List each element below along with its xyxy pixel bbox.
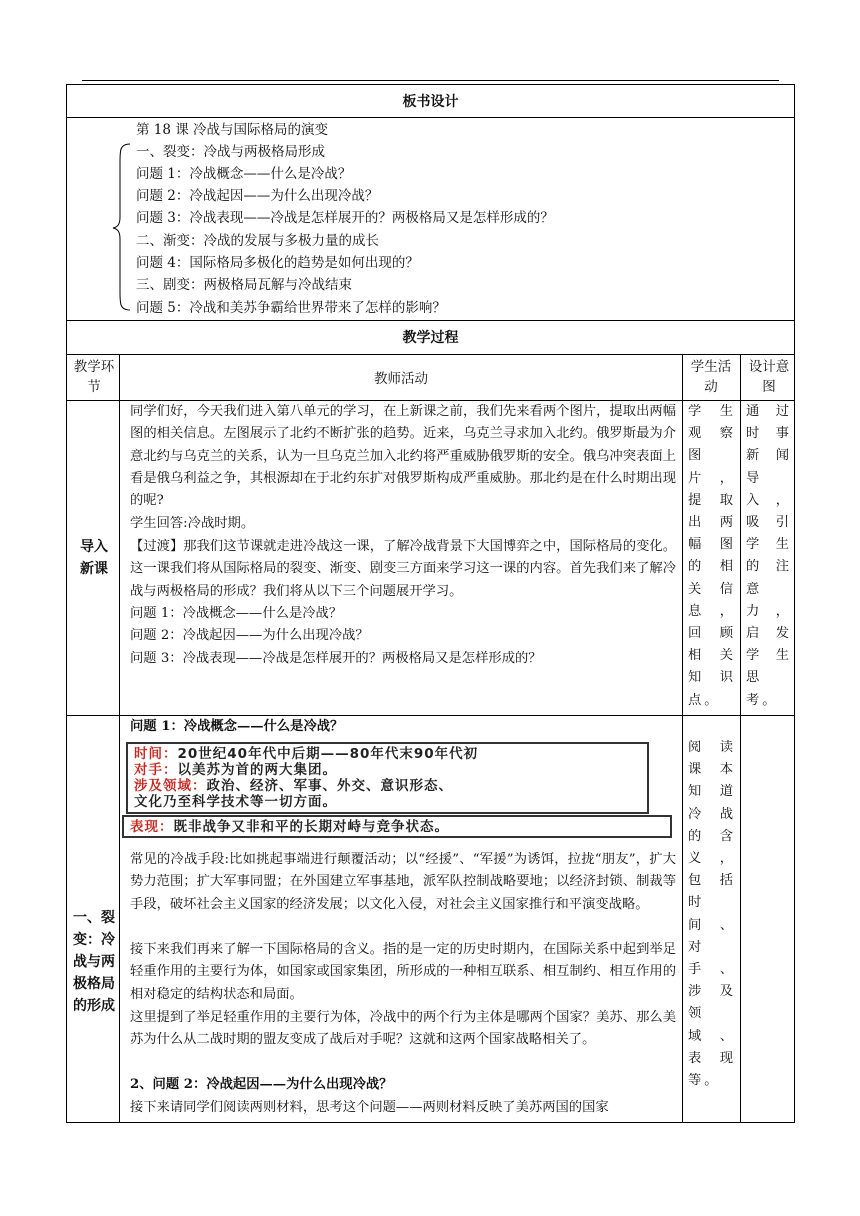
header-stage: 教学环节 — [73, 359, 115, 395]
image-line: 对手：以美苏为首的两大集团。 — [134, 762, 337, 778]
image-line: 时间：20世纪40年代中后期——80年代末90年代初 — [134, 746, 479, 762]
split-paragraph: 接下来我们再来了解一下国际格局的含义。指的是一定的历史时期内，在国际关系中起到举足轻重作用的主要行为体，如国家或国家集团，所形成的一种相互联系、相互制约、相互作用的相对稳定的结构状态和局面。 — [130, 942, 676, 1002]
board-line: 问题 3：冷战表现——冷战是怎样展开的？两极格局又是怎样形成的？ — [136, 210, 554, 226]
intro-paragraph: 问题 1：冷战概念——什么是冷战？ — [130, 606, 343, 621]
header-design: 设计意图 — [748, 359, 790, 395]
board-line: 二、渐变：冷战的发展与多极力量的成长 — [136, 233, 379, 249]
concept-image-2 — [122, 815, 672, 838]
board-line: 第 18 课 冷战与国际格局的演变 — [136, 122, 329, 138]
concept-image — [126, 742, 649, 814]
q2-heading: 2、问题 2：冷战起因——为什么出现冷战？ — [130, 1077, 393, 1092]
header-teacher: 教师活动 — [374, 371, 428, 387]
board-line: 问题 2：冷战起因——为什么出现冷战？ — [136, 188, 379, 204]
intro-paragraph: 【过渡】那我们这节课就走进冷战这一课，了解冷战背景下大国博弈之中，国际格局的变化。这一课我们将从国际格局的裂变、渐变、剧变三方面来学习这一课的内容。首先我们来了解冷战与两极格局的形成？我们将从以下三个问题展开学习。 — [130, 539, 676, 599]
header-rule — [82, 80, 779, 81]
intro-design-intent: 通过时事新闻导入，吸引学生的注意力，启发学生思考。 — [746, 404, 792, 708]
board-line: 问题 4：国际格局多极化的趋势是如何出现的？ — [136, 255, 419, 271]
split-paragraph: 常见的冷战手段:比如挑起事端进行颠覆活动；以“经援”、“军援”为诱饵，拉拢“朋友”，扩大势力范围；扩大军事同盟；在外国建立军事基地，派军队控制战略要地；以经济封锁、制裁等手段，破坏社会主义国家的经济发展；以文化入侵，对社会主义国家推行和平演变战略。 — [130, 852, 676, 912]
board-line: 三、剧变：两极格局瓦解与冷战结束 — [136, 277, 352, 293]
intro-paragraph: 学生回答:冷战时期。 — [130, 516, 255, 531]
image-line: 文化乃至科学技术等一切方面。 — [134, 794, 337, 810]
image-line: 表现：既非战争又非和平的长期对峙与竞争状态。 — [130, 819, 449, 835]
image-line: 涉及领域：政治、经济、军事、外交、意识形态、 — [134, 778, 453, 794]
stage-intro: 导入新课 — [80, 539, 108, 577]
split-student-activity: 阅读课本知道冷战的含义，包括时间、对手、涉及领域、表现等。 — [688, 740, 736, 1089]
board-line: 问题 5：冷战和美苏争霸给世界带来了怎样的影响？ — [136, 300, 446, 316]
board-line: 问题 1：冷战概念——什么是冷战？ — [136, 166, 352, 182]
intro-paragraph: 问题 3：冷战表现——冷战是怎样展开的？两极格局又是怎样形成的？ — [130, 651, 542, 666]
header-student: 学生活动 — [690, 359, 732, 395]
stage-split: 一、裂变：冷战与两极格局的形成 — [73, 910, 115, 1014]
split-last-line: 接下来请同学们阅读两则材料，思考这个问题——两则材料反映了美苏两国的国家 — [130, 1100, 609, 1115]
intro-student-activity: 学生观察图片，提取出两幅图的相关信息，回顾相关知识点。 — [688, 404, 736, 708]
process-title: 教学过程 — [402, 330, 459, 346]
brace-icon — [112, 142, 132, 312]
split-paragraph: 这里提到了举足轻重作用的主要行为体，冷战中的两个行为主体是哪两个国家？美苏、那么美苏为什么从二战时期的盟友变成了战后对手呢？这就和这两个国家战略相关了。 — [130, 1010, 676, 1048]
intro-paragraph: 问题 2：冷战起因——为什么出现冷战？ — [130, 628, 369, 643]
q1-heading: 问题 1：冷战概念——什么是冷战？ — [130, 719, 344, 734]
board-line: 一、裂变：冷战与两极格局形成 — [136, 144, 325, 160]
intro-paragraph: 同学们好，今天我们进入第八单元的学习，在上新课之前，我们先来看两个图片，提取出两幅图的相关信息。左图展示了北约不断扩张的趋势。近来，乌克兰寻求加入北约。俄罗斯最为介意北约与乌克兰的关系，认为一旦乌克兰加入北约将严重威胁俄罗斯的安全。俄乌冲突表面上看是俄乌利益之争，其根源却在于北约东扩对俄罗斯构成严重威胁。那北约是在什么时期出现的呢? — [130, 404, 676, 509]
board-design-title: 板书设计 — [66, 84, 795, 118]
